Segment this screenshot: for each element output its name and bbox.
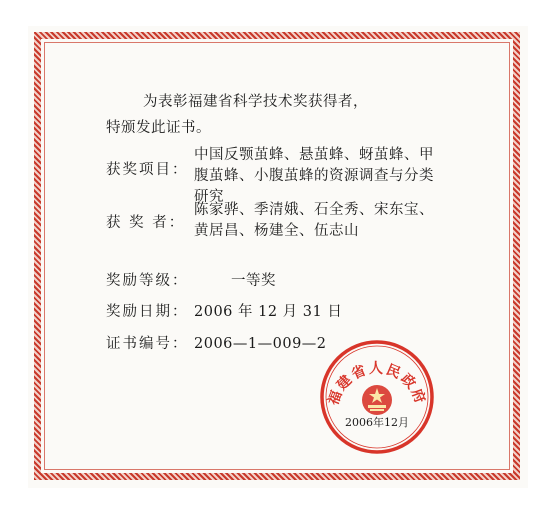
grade-value: 一等奖 — [231, 273, 276, 289]
national-emblem-icon — [362, 385, 392, 415]
heading-line-2: 特颁发此证书。 — [106, 120, 211, 136]
seal-arc-text: 福建省人民政府 — [325, 360, 429, 408]
project-line-1: 中国反颚茧蜂、悬茧蜂、蚜茧蜂、甲 — [194, 147, 434, 163]
seal-date-text: 2006年12月 — [345, 416, 409, 429]
heading-line-1: 为表彰福建省科学技术奖获得者， — [143, 94, 368, 110]
grade-label: 奖励等级： — [106, 273, 189, 289]
official-seal — [318, 338, 436, 456]
project-line-2: 腹茧蜂、小腹茧蜂的资源调查与分类 — [194, 168, 434, 184]
project-label: 获奖项目： — [106, 162, 189, 178]
date-label: 奖励日期： — [106, 304, 189, 320]
number-value: 2006—1—009—2 — [194, 336, 327, 352]
project-line-3: 研究 — [194, 189, 224, 205]
date-value: 2006 年 12 月 31 日 — [194, 304, 343, 320]
winners-line-2: 黄居昌、杨建全、伍志山 — [194, 223, 359, 239]
winners-line-1: 陈家骅、季清娥、石全秀、宋东宝、 — [194, 202, 434, 218]
number-label: 证书编号： — [106, 336, 189, 352]
winners-label: 获 奖 者： — [106, 215, 186, 231]
